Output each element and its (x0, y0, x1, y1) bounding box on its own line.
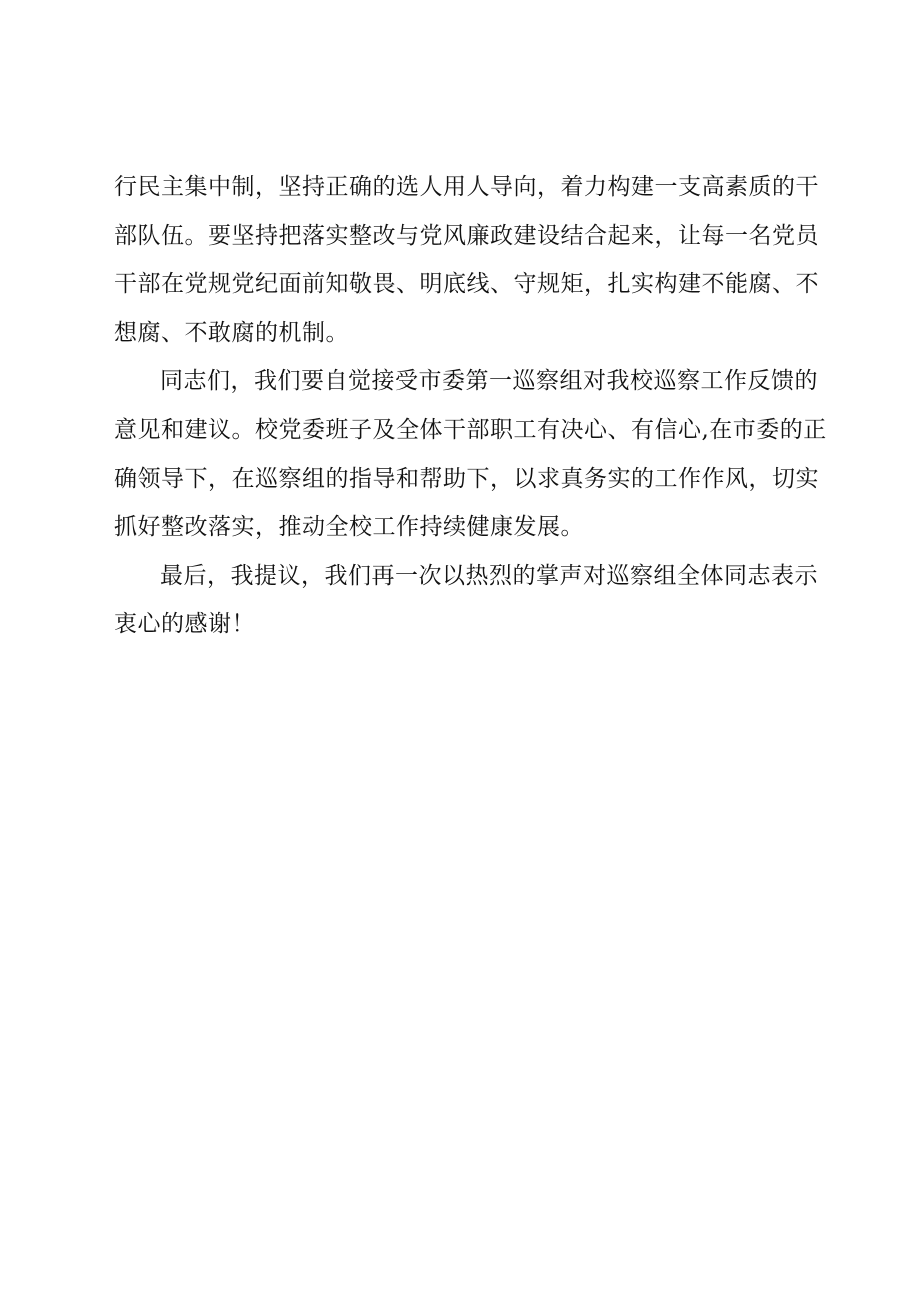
paragraph-line: 抓好整改落实，推动全校工作持续健康发展。 (114, 514, 584, 541)
paragraph-3 (114, 552, 818, 649)
paragraph-2 (114, 357, 827, 551)
paragraph-line: 最后，我提议，我们再一次以热烈的掌声对巡察组全体同志表示 (160, 562, 818, 589)
paragraph-line: 衷心的感谢！ (114, 611, 255, 638)
paragraph-line: 想腐、不敢腐的机制。 (114, 319, 349, 346)
paragraph-line: 同志们，我们要自觉接受市委第一巡察组对我校巡察工作反馈的 (160, 368, 818, 395)
paragraph-line: 行民主集中制，坚持正确的选人用人导向，着力构建一支高素质的干 (114, 174, 819, 200)
paragraph-line: 确领导下，在巡察组的指导和帮助下，以求真务实的工作作风，切实 (114, 465, 819, 492)
paragraph-line: 意见和建议。校党委班子及全体干部职工有决心、有信心,在市委的正 (114, 416, 827, 443)
paragraph-line: 部队伍。要坚持把落实整改与党风廉政建设结合起来，让每一名党员 (114, 222, 819, 249)
document-body (114, 163, 827, 649)
paragraph-line: 干部在党规党纪面前知敬畏、明底线、守规矩，扎实构建不能腐、不 (114, 271, 819, 298)
paragraph-1 (114, 163, 819, 357)
